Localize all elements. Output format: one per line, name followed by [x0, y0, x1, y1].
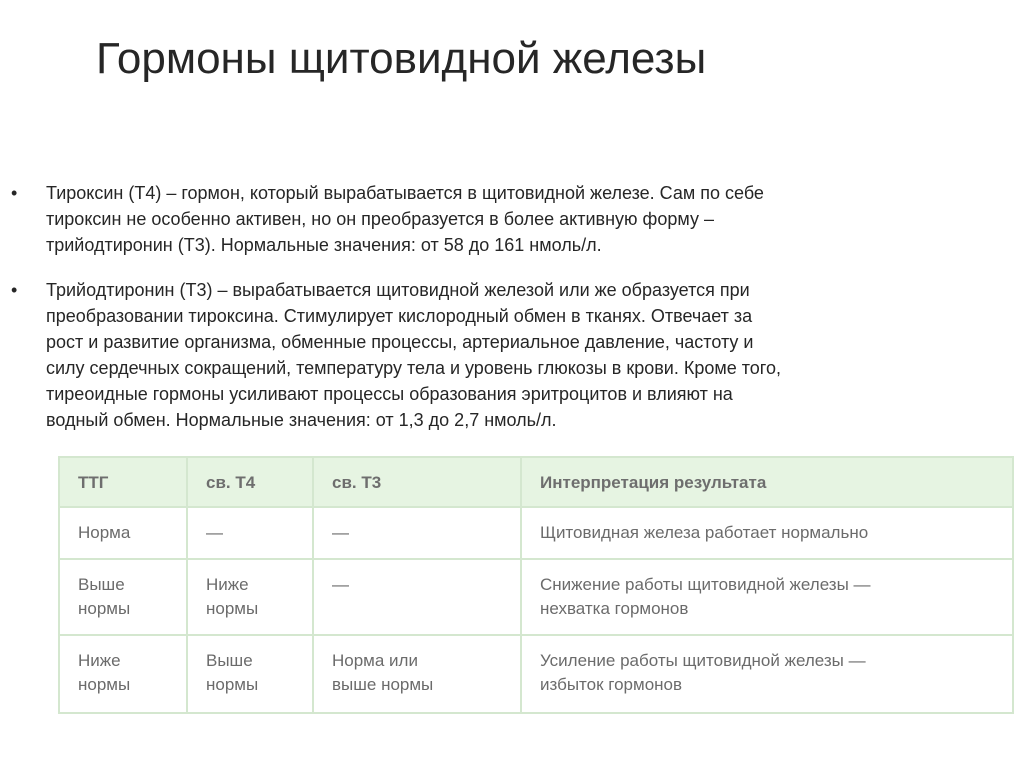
bullet-line: трийодтиронин (Т3). Нормальные значения: от 58 до 161 нмоль/л.	[46, 235, 602, 255]
cell-ttg	[59, 559, 187, 635]
cell-line: нормы	[78, 599, 131, 618]
cell-line: избыток гормонов	[540, 675, 683, 694]
cell-ttg	[59, 635, 187, 713]
table-row	[59, 635, 1013, 713]
cell-line: нехватка гормонов	[540, 599, 689, 618]
cell-t3	[313, 507, 521, 559]
cell-t4	[187, 507, 313, 559]
cell-interpretation	[521, 507, 1013, 559]
bullet-marker: •	[11, 280, 18, 300]
cell-line: —	[206, 523, 223, 542]
cell-line: Выше	[206, 651, 253, 670]
cell-t3	[313, 559, 521, 635]
cell-t4	[187, 635, 313, 713]
cell-line: Ниже	[78, 651, 121, 670]
cell-line: Усиление работы щитовидной железы —	[540, 651, 866, 670]
cell-interpretation	[521, 559, 1013, 635]
bullet-line: Трийодтиронин (Т3) – вырабатывается щитовидной железой или же образуется при	[46, 280, 750, 300]
bullet-line: тиреоидные гормоны усиливают процессы образования эритроцитов и влияют на	[46, 384, 733, 404]
bullet-line: водный обмен. Нормальные значения: от 1,3 до 2,7 нмоль/л.	[46, 410, 557, 430]
cell-line: Выше	[78, 575, 125, 594]
cell-ttg	[59, 507, 187, 559]
cell-line: Норма	[78, 523, 131, 542]
header-interpretation: Интерпретация результата	[521, 457, 1013, 507]
bullet-line: Тироксин (Т4) – гормон, который вырабатывается в щитовидной железе. Сам по себе	[46, 183, 764, 203]
bullet-line: тироксин не особенно активен, но он преобразуется в более активную форму –	[46, 209, 714, 229]
bullet-text-thyroxine	[46, 180, 918, 258]
header-free-t4: св. Т4	[187, 457, 313, 507]
slide-title: Гормоны щитовидной железы	[96, 34, 707, 83]
bullet-line: силу сердечных сокращений, температуру тела и уровень глюкозы в крови. Кроме того,	[46, 358, 781, 378]
cell-t4	[187, 559, 313, 635]
hormone-table	[58, 456, 1014, 714]
header-ttg: ТТГ	[59, 457, 187, 507]
table-row	[59, 507, 1013, 559]
cell-line: Снижение работы щитовидной железы —	[540, 575, 871, 594]
cell-line: Ниже	[206, 575, 249, 594]
bullet-line: преобразовании тироксина. Стимулирует кислородный обмен в тканях. Отвечает за	[46, 306, 753, 326]
cell-t3	[313, 635, 521, 713]
cell-interpretation	[521, 635, 1013, 713]
cell-line: —	[332, 523, 349, 542]
cell-line: Щитовидная железа работает нормально	[540, 523, 869, 542]
cell-line: Норма или	[332, 651, 418, 670]
cell-line: нормы	[206, 675, 259, 694]
cell-line: —	[332, 575, 349, 594]
cell-line: нормы	[78, 675, 131, 694]
cell-line: выше нормы	[332, 675, 434, 694]
bullet-marker: •	[11, 183, 18, 203]
bullet-line: рост и развитие организма, обменные процессы, артериальное давление, частоту и	[46, 332, 754, 352]
header-free-t3: св. Т3	[313, 457, 521, 507]
table-header-row	[59, 457, 1013, 507]
cell-line: нормы	[206, 599, 259, 618]
table-row	[59, 559, 1013, 635]
bullet-text-triiodothyronine	[46, 277, 918, 433]
